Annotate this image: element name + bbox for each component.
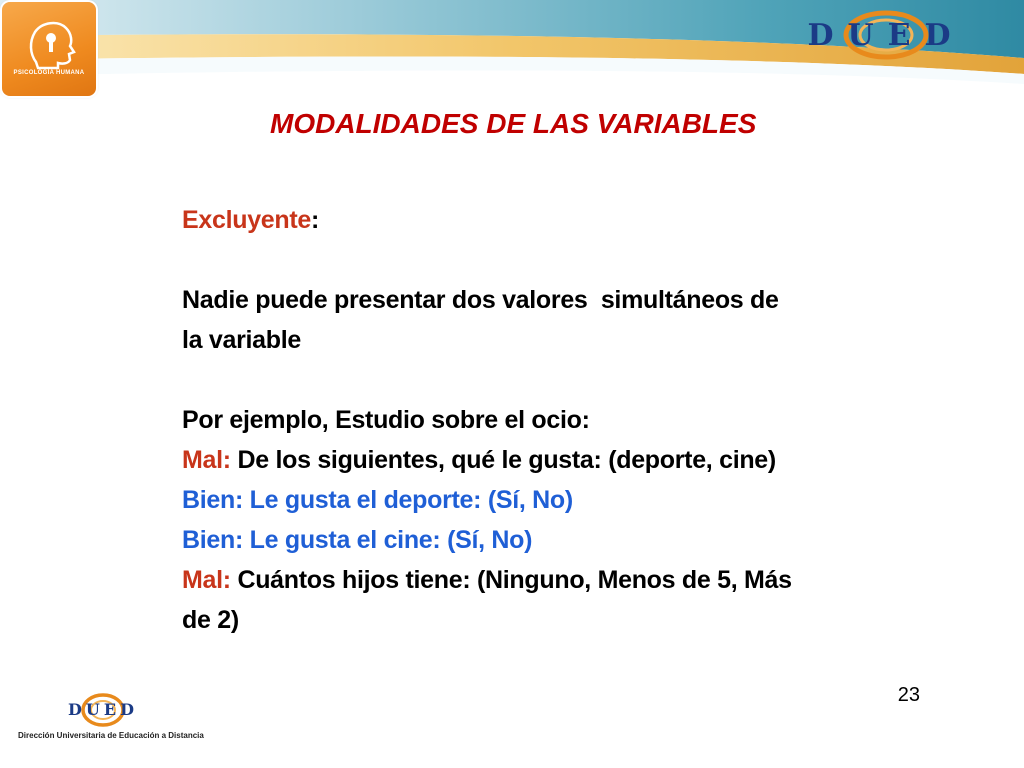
spacer: [182, 240, 902, 280]
page-number: 23: [897, 684, 920, 706]
mal-label: Mal:: [182, 566, 231, 594]
spacer: [182, 360, 902, 400]
corner-logo-label: PSICOLOGÍA HUMANA: [13, 70, 85, 76]
heading-term: Excluyente: [182, 206, 312, 234]
dued-logo-header: [776, 8, 996, 62]
definition-line-2: la variable: [182, 326, 302, 354]
head-profile-icon: [2, 2, 96, 96]
dued-logo-footer: [58, 690, 148, 730]
dued-logo-header-text: DUED: [807, 18, 965, 53]
corner-logo: [2, 2, 96, 96]
example-intro: Por ejemplo, Estudio sobre el ocio:: [182, 406, 590, 434]
mal-label: Mal:: [182, 446, 231, 474]
good-example-1: Bien: Le gusta el deporte: (Sí, No): [182, 486, 573, 514]
bad-example-2-continued: de 2): [182, 606, 239, 634]
definition-line-1: Nadie puede presentar dos valores simultáneos de: [182, 286, 779, 314]
heading-colon: :: [311, 206, 320, 234]
bad-example-1-text: De los siguientes, qué le gusta: (deporte, cine): [230, 446, 776, 474]
good-example-2: Bien: Le gusta el cine: (Sí, No): [182, 526, 533, 554]
heading-line: [182, 200, 902, 240]
slide-title: MODALIDADES DE LAS VARIABLES: [270, 108, 757, 139]
bad-example-2: [182, 560, 902, 600]
bad-example-2-text: Cuántos hijos tiene: (Ninguno, Menos de 5, Más: [230, 566, 792, 594]
footer-caption: Dirección Universitaria de Educación a Distancia: [18, 731, 204, 740]
slide-body: [182, 200, 902, 640]
title-container: [270, 108, 870, 140]
bad-example-1: [182, 440, 902, 480]
dued-logo-footer-text: DUED: [68, 700, 138, 719]
